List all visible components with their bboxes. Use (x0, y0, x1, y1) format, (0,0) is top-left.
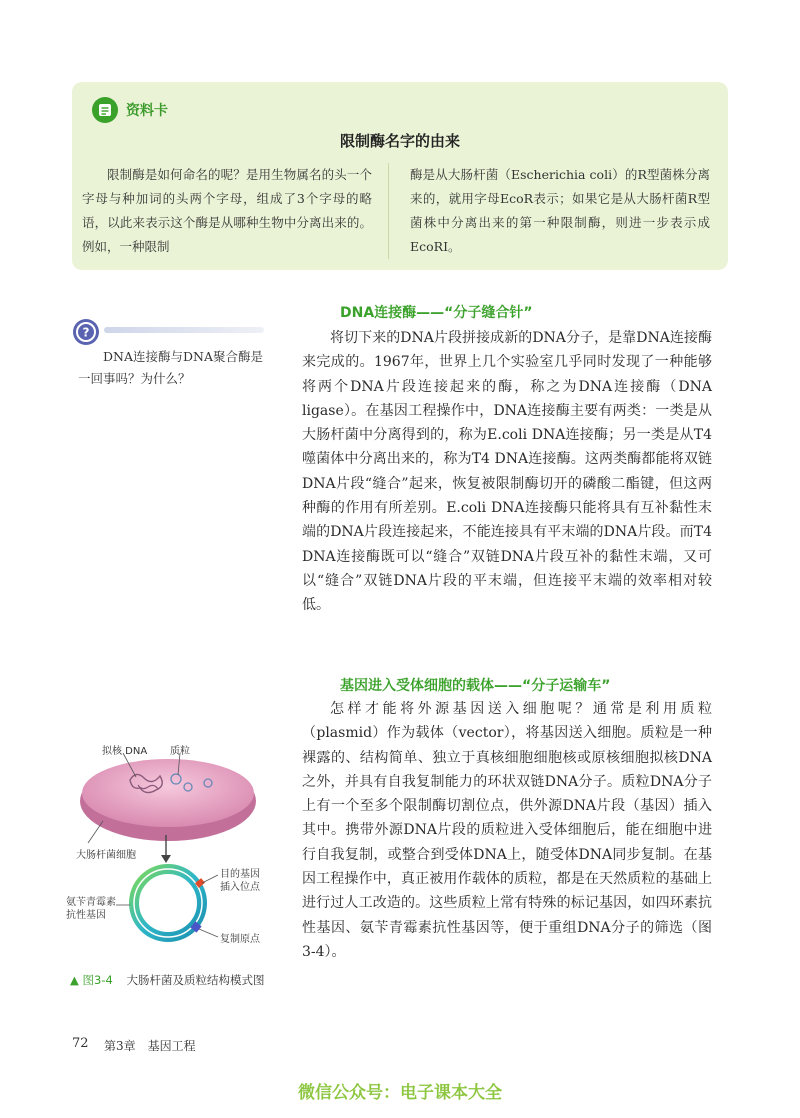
question-icon (72, 318, 100, 346)
card-divider (388, 163, 389, 259)
label-ecoli-cell: 大肠杆菌细胞 (76, 850, 136, 861)
page-number: 72 (72, 1036, 89, 1051)
label-target-site: 目的基因插入位点 (220, 869, 260, 893)
question-rule (104, 327, 264, 333)
book-icon (92, 97, 118, 123)
question-text: DNA连接酶与DNA聚合酶是一回事吗？为什么？ (78, 349, 263, 386)
section-heading-vector: 基因进入受体细胞的载体——“分子运输车” (340, 678, 611, 694)
watermark: 微信公众号：电子课本大全 (298, 1083, 502, 1103)
caption-number: 图3-4 (82, 973, 113, 987)
bacterium-cell (80, 759, 256, 841)
section-heading-ligase: DNA连接酶——“分子缝合针” (340, 305, 533, 321)
chapter-label: 第3章 基因工程 (104, 1039, 196, 1053)
plasmid-ring (134, 869, 205, 937)
caption-marker: ▲ (70, 973, 79, 987)
caption-text: 大肠杆菌及质粒结构模式图 (126, 973, 265, 987)
card-text-left: 限制酶是如何命名的呢？是用生物属名的头一个字母与种加词的头两个字母，组成了3个字母的略语，以此来表示这个酶是从哪种生物中分离出来的。例如，一种限制 (82, 167, 372, 254)
card-title: 限制酶名字的由来 (339, 132, 460, 150)
card-text-right: 酶是从大肠杆菌（Escherichia coli）的R型菌株分离来的，就用字母EcoR表示；如果它是从大肠杆菌R型菌株中分离出来的第一种限制酶，则进一步表示成EcoRⅠ。 (410, 167, 710, 254)
label-nucleoid-dna: 拟核 DNA (102, 746, 148, 757)
figure-caption (70, 972, 264, 988)
label-resistance-gene: 氨苄青霉素抗性基因 (66, 897, 116, 921)
label-replication-origin: 复制原点 (220, 934, 260, 945)
label-plasmid: 质粒 (170, 746, 190, 757)
card-badge-label: 资料卡 (126, 103, 168, 119)
paragraph-vector: 怎样才能将外源基因送入细胞呢？通常是利用质粒（plasmid）作为载体（vector），将基因送入细胞。质粒是一种裸露的、结构简单、独立于真核细胞细胞核或原核细胞拟核DNA之外，并具有自我复制能力的环状双链DNA分子。质粒DNA分子上有一个至多个限制酶切割位点，供外源DNA片段（基因）插入其中。携带外源DNA片段的质粒进入受体细胞后，能在细胞中进行自我复制，或整合到受体DNA上，随受体DNA同步复制。在基因工程操作中，真正被用作载体的质粒，都是在天然质粒的基础上进行过人工改造的。这些质粒上常有特殊的标记基因，如四环素抗性基因、氨苄青霉素抗性基因等，便于重组DNA分子的筛选（图3-4）。 (302, 701, 712, 960)
svg-text:?: ? (82, 325, 90, 340)
paragraph-ligase: 将切下来的DNA片段拼接成新的DNA分子，是靠DNA连接酶来完成的。1967年，世界上几个实验室几乎同时发现了一种能够将两个DNA片段连接起来的酶，称之为DNA连接酶（DNA ligase）。在基因工程操作中，DNA连接酶主要有两类：一类是从大肠杆菌中分离得到的，称为E.coli DNA连接酶；另一类是从T4噬菌体中分离出来的，称为T4 DNA连接酶。这两类酶都能将双链DNA片段“缝合”起来，恢复被限制酶切开的磷酸二酯键，但这两种酶的作用有所差别。E.coli DNA连接酶只能将具有互补黏性末端的DNA片段连接起来，不能连接具有平末端的DNA片段。而T4 DNA连接酶既可以“缝合”双链DNA片段互补的黏性末端，又可以“缝合”双链DNA片段的平末端，但连接平末端的效率相对较低。 (302, 330, 712, 614)
